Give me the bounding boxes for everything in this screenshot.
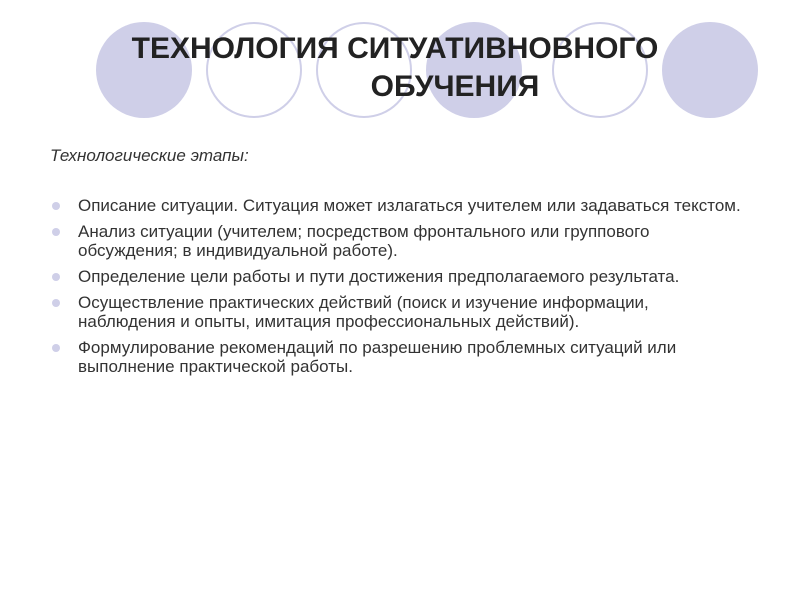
bullet-item: [50, 267, 750, 286]
bullet-text: Осуществление практических действий (поиск и изучение информации, наблюдения и опыты, имитация профессиональных действий).: [78, 293, 649, 331]
bullet-dot-icon: [52, 273, 60, 281]
bullet-text: Формулирование рекомендаций по разрешению проблемных ситуаций или выполнение практической работы.: [78, 338, 677, 376]
slide-title-line-2: ОБУЧЕНИЯ: [370, 70, 540, 103]
bullet-dot-icon: [52, 228, 60, 236]
bullet-dot-icon: [52, 202, 60, 210]
slide-title: [0, 30, 800, 106]
bullet-item: [50, 196, 750, 215]
slide-title-line-1: ТЕХНОЛОГИЯ СИТУАТИВНОВНОГО: [131, 32, 659, 65]
bullet-item: [50, 338, 750, 376]
bullet-dot-icon: [52, 299, 60, 307]
bullet-dot-icon: [52, 344, 60, 352]
subtitle: Технологические этапы:: [50, 146, 249, 165]
bullet-text: Анализ ситуации (учителем; посредством фронтального или группового обсуждения; в индивидуальной работе).: [78, 222, 650, 260]
bullet-text: Определение цели работы и пути достижения предполагаемого результата.: [78, 267, 680, 286]
bullet-list: [50, 196, 750, 383]
bullet-text: Описание ситуации. Ситуация может излагаться учителем или задаваться текстом.: [78, 196, 741, 215]
bullet-item: [50, 222, 750, 260]
bullet-item: [50, 293, 750, 331]
